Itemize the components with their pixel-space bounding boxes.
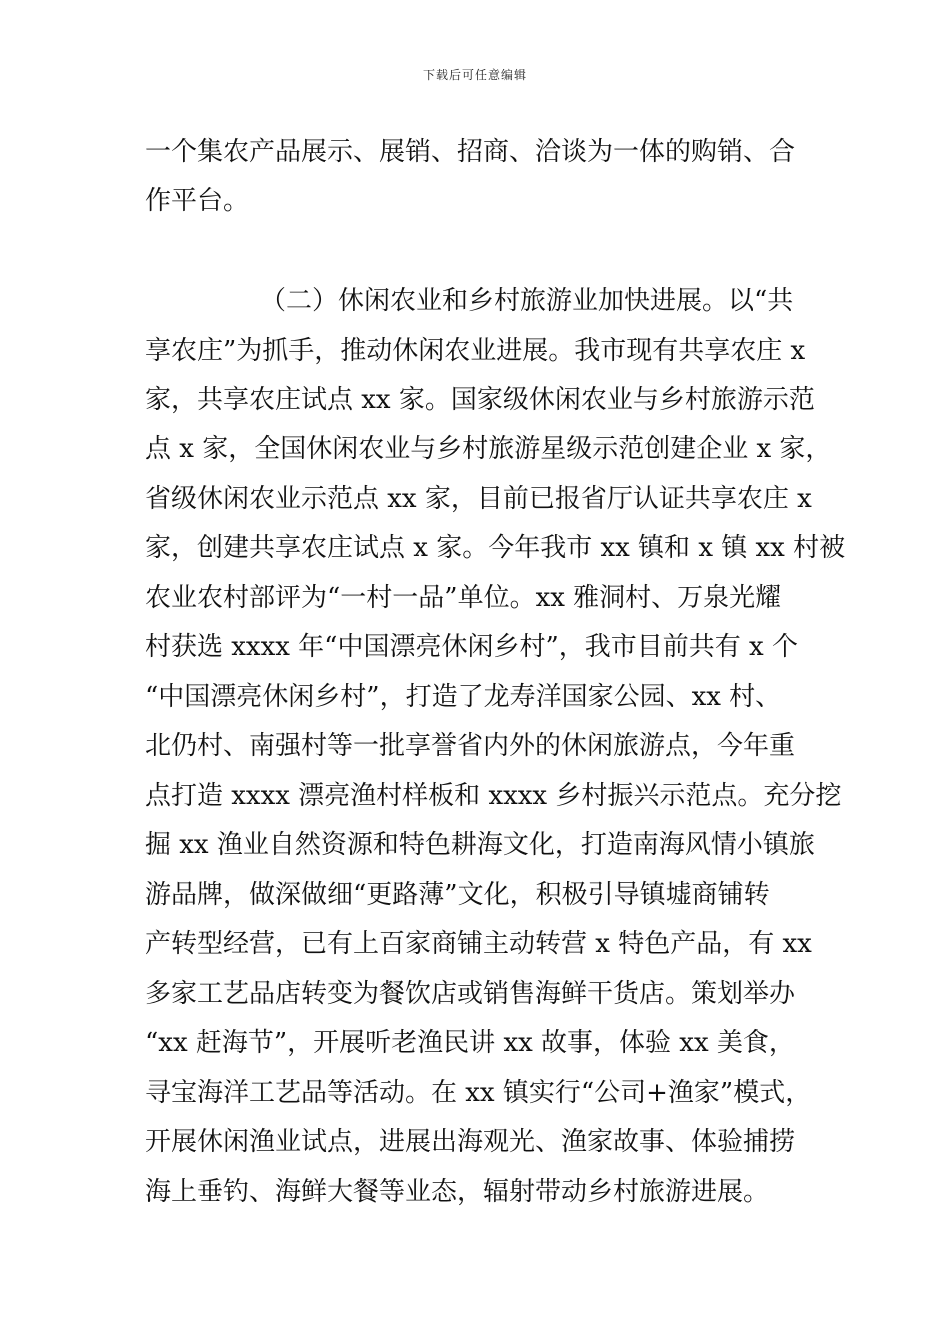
paragraph-2-line-17: 寻宝海洋工艺品等活动。在 xx 镇实行“公司+渔家”模式，	[145, 1078, 812, 1108]
paragraph-1-line-1: 一个集农产品展示、展销、招商、洽谈为一体的购销、合	[145, 137, 796, 167]
paragraph-2-line-16: “xx 赶海节”，开展听老渔民讲 xx 故事，体验 xx 美食，	[145, 1028, 795, 1058]
paragraph-2-line-3: 家，共享农庄试点 xx 家。国家级休闲农业与乡村旅游示范	[145, 385, 815, 415]
paragraph-2-line-15: 多家工艺品店转变为餐饮店或销售海鲜干货店。策划举办	[145, 979, 796, 1009]
paragraph-2-line-5: 省级休闲农业示范点 xx 家，目前已报省厅认证共享农庄 x	[145, 484, 812, 514]
paragraph-2-line-8: 村获选 xxxx 年“中国漂亮休闲乡村”，我市目前共有 x 个	[145, 632, 798, 662]
paragraph-2-line-18: 开展休闲渔业试点，进展出海观光、渔家故事、体验捕捞	[145, 1127, 796, 1157]
paragraph-2-line-12: 掘 xx 渔业自然资源和特色耕海文化，打造南海风情小镇旅	[145, 830, 815, 860]
paragraph-2-line-14: 产转型经营，已有上百家商铺主动转营 x 特色产品，有 xx	[145, 929, 812, 959]
page-header: 下载后可任意编辑	[422, 68, 527, 82]
paragraph-2-line-11: 点打造 xxxx 漂亮渔村样板和 xxxx 乡村振兴示范点。充分挖	[145, 781, 842, 811]
paragraph-2-line-4: 点 x 家，全国休闲农业与乡村旅游星级示范创建企业 x 家，	[145, 434, 832, 464]
paragraph-2-line-6: 家，创建共享农庄试点 x 家。今年我市 xx 镇和 x 镇 xx 村被	[145, 533, 846, 563]
paragraph-2-line-1: （二）休闲农业和乡村旅游业加快进展。以“共	[260, 286, 794, 316]
paragraph-1-line-2: 作平台。	[145, 186, 250, 216]
paragraph-2-line-7: 农业农村部评为“一村一品”单位。xx 雅洞村、万泉光耀	[145, 583, 782, 613]
paragraph-2-line-13: 游品牌，做深做细“更路薄”文化，积极引导镇墟商铺转	[145, 880, 770, 910]
paragraph-2-line-10: 北仍村、南强村等一批享誉省内外的休闲旅游点，今年重	[145, 731, 796, 761]
paragraph-2-line-2: 享农庄”为抓手，推动休闲农业进展。我市现有共享农庄 x	[145, 336, 806, 366]
paragraph-2-line-9: “中国漂亮休闲乡村”，打造了龙寿洋国家公园、xx 村、	[145, 682, 782, 712]
paragraph-2-line-19: 海上垂钓、海鲜大餐等业态，辐射带动乡村旅游进展。	[145, 1177, 770, 1207]
